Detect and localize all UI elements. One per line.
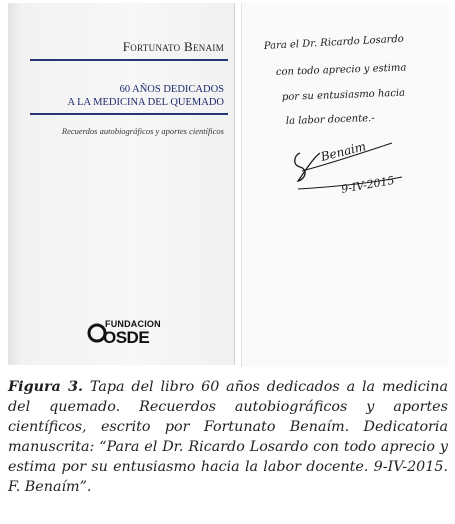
- cover-subtitle: Recuerdos autobiográficos y aportes científicos: [61, 126, 224, 136]
- caption-text: Tapa del libro 60 años dedicados a la medicina del quemado. Recuerdos autobiográficos y aportes científicos, escrito por Fortunato Benaím. Dedicatoria manuscrita: “Para el Dr. Ricardo Losardo con todo aprecio y estima por su entusiasmo hacia la labor docente. 9-IV-2015. F. Benaím”.: [8, 379, 449, 495]
- dedication-line-3: por su entusiasmo hacia: [281, 87, 406, 103]
- cover-divider-bottom: [30, 113, 228, 115]
- dedication-line-4: la labor docente.-: [285, 112, 375, 127]
- cover-divider-top: [30, 59, 228, 61]
- figure-caption: [8, 377, 448, 497]
- dedication-date: 9-IV-2015: [340, 173, 396, 196]
- figure-photo: [8, 3, 449, 368]
- logo-name: OSDE: [103, 328, 150, 347]
- caption-label: Figura 3.: [8, 379, 84, 395]
- cover-author: Fortunato Benaim: [122, 39, 224, 54]
- cover-title-line-1: 60 AÑOS DEDICADOS: [119, 84, 224, 95]
- dedication-page: [241, 3, 449, 367]
- dedication-line-2: con todo aprecio y estima: [275, 62, 407, 78]
- dedication-line-1: Para el Dr. Ricardo Losardo: [263, 33, 405, 52]
- book-cover: [8, 3, 235, 365]
- logo-label: FUNDACION: [105, 319, 161, 329]
- cover-title: [8, 83, 224, 109]
- handwritten-dedication: [242, 3, 450, 367]
- fundacion-osde-logo: [87, 319, 179, 351]
- cover-title-line-2: A LA MEDICINA DEL QUEMADO: [67, 97, 224, 108]
- signature-text: Benaim: [319, 139, 368, 164]
